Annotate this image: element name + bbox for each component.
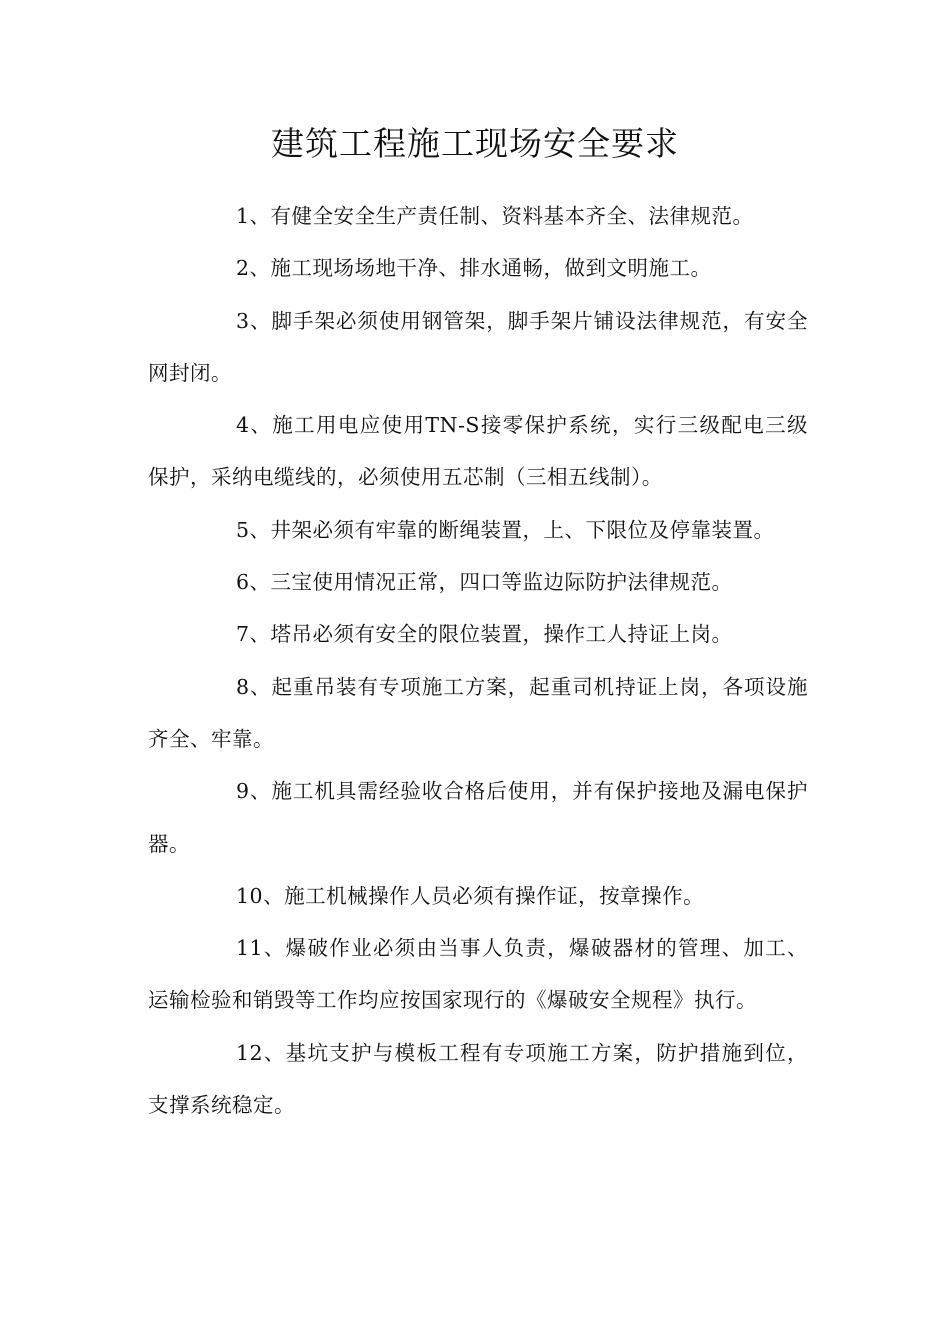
list-item: 9、施工机具需经验收合格后使用，并有保护接地及漏电保护器。 [148, 779, 808, 856]
list-item: 7、塔吊必须有安全的限位装置，操作工人持证上岗。 [236, 622, 733, 647]
list-item: 12、基坑支护与模板工程有专项施工方案，防护措施到位，支撑系统稳定。 [148, 1040, 808, 1118]
list-item: 4、施工用电应使用TN-S接零保护系统，实行三级配电三级保护，采纳电缆线的，必须使用五芯制（三相五线制）。 [148, 413, 808, 490]
list-item: 11、爆破作业必须由当事人负责，爆破器材的管理、加工、运输检验和销毁等工作均应按国家现行的《爆破安全规程》执行。 [148, 936, 808, 1013]
list-item: 5、井架必须有牢靠的断绳装置，上、下限位及停靠装置。 [236, 517, 775, 542]
document-title: 建筑工程施工现场安全要求 [271, 124, 679, 163]
list-item: 1、有健全安全生产责任制、资料基本齐全、法律规范。 [236, 204, 754, 228]
list-item: 6、三宝使用情况正常，四口等监边际防护法律规范。 [236, 570, 733, 595]
list-item: 3、脚手架必须使用钢管架，脚手架片铺设法律规范，有安全网封闭。 [148, 308, 808, 385]
document-body [148, 190, 808, 1131]
list-item: 8、起重吊装有专项施工方案，起重司机持证上岗，各项设施齐全、牢靠。 [148, 674, 808, 751]
list-item: 10、施工机械操作人员必须有操作证，按章操作。 [236, 883, 705, 908]
list-item: 2、施工现场场地干净、排水通畅，做到文明施工。 [236, 256, 712, 281]
